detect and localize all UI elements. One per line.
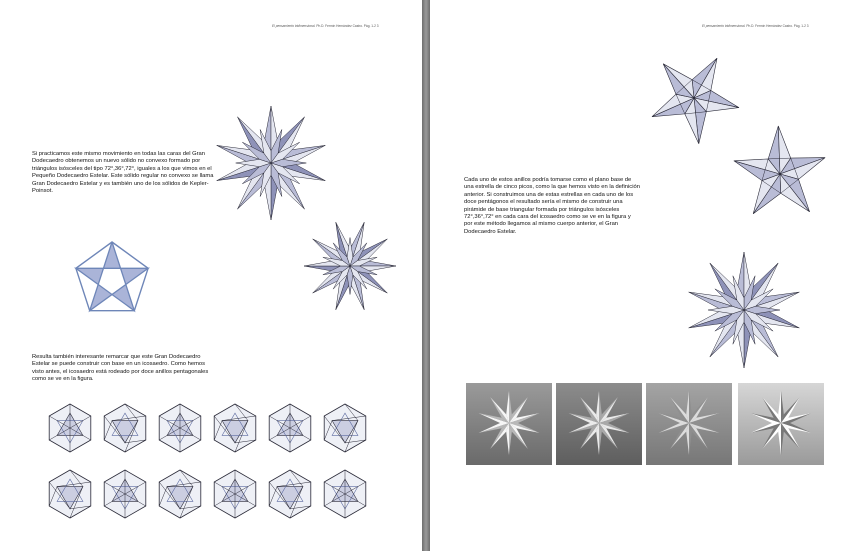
header-title: El pensamiento tridimensional. (272, 24, 316, 28)
pentagram-in-pentagon-icon (72, 238, 152, 318)
book-gutter (422, 0, 430, 551)
icosahedron-ring-icon (159, 470, 201, 518)
icosahedron-ring-icon (324, 404, 366, 452)
icosahedron-ring-icon (104, 470, 146, 518)
paragraph-stellation-description: Si practicamos este mismo movimiento en todas las caras del Gran Dodecaedro obtenemos un nuevo sólido no convexo formado por triángulos isósceles del tipo 72°,36°,72°, iguales a los que vimos en el Pequeño Dodecaedro Estelar. Este sólido regular no convexo se llama Gran Dodecaedro Estelar y es también uno de los sólidos de Kepler-Poinsot. (32, 151, 214, 195)
model-photo-4 (738, 383, 824, 465)
five-point-star-cap-icon (644, 50, 744, 145)
great-stellated-dodecahedron-icon (212, 104, 330, 222)
running-header-right (702, 24, 809, 28)
model-photo-2 (556, 383, 642, 465)
stellated-model-photo-icon (646, 383, 732, 465)
icosahedron-ring-icon (214, 404, 256, 452)
icosahedron-ring-icon (49, 404, 91, 452)
icosahedron-ring-icon (159, 404, 201, 452)
running-header-left (272, 24, 379, 28)
icosahedron-ring-icon (269, 404, 311, 452)
right-page (430, 0, 850, 551)
great-stellated-dodecahedron-small-icon (302, 218, 398, 314)
header-title: El pensamiento tridimensional. (702, 24, 746, 28)
icosahedron-rings-grid (46, 404, 386, 522)
paragraph-icosahedron-base: Resulta también interesante remarcar que este Gran Dodecaedro Estelar se puede construir con base en un icosaedro. Como hemos visto antes, el icosaedro está rodeado por doce anillos pentagonales como se ve en la figura. (32, 354, 209, 383)
paragraph-five-point-star: Cada uno de estos anillos podría tomarse como el plano base de una estrella de cinco picos, como la que hemos visto en la definición anterior. Si construimos una de estas estrellas en cada uno de los doce pentágonos el resultado sería el mismo de construir una pirámide de base triangular formada por triángulos isósceles 72°,36°,72° en cada cara del icosaedro como se ve en la figura y por este método llegamos al mismo cuerpo anterior, el Gran Dodecaedro Estelar. (464, 177, 640, 235)
icosahedron-ring-icon (104, 404, 146, 452)
model-photo-3 (646, 383, 732, 465)
five-point-star-cap-second-icon (730, 124, 830, 224)
model-photo-1 (466, 383, 552, 465)
stellated-model-photo-icon (556, 383, 642, 465)
icosahedron-ring-icon (269, 470, 311, 518)
great-stellated-dodecahedron-result-icon (684, 250, 804, 370)
icosahedron-ring-icon (214, 470, 256, 518)
icosahedron-ring-icon (324, 470, 366, 518)
header-detail: Ph.D. Fermín Hernández Castro. Pág. 1-2 3 (746, 24, 809, 28)
icosahedron-ring-icon (49, 470, 91, 518)
header-detail: Ph.D. Fermín Hernández Castro. Pág. 1-2 3 (316, 24, 379, 28)
stellated-model-photo-icon (738, 383, 824, 465)
left-page (0, 0, 422, 551)
stellated-model-photo-icon (466, 383, 552, 465)
